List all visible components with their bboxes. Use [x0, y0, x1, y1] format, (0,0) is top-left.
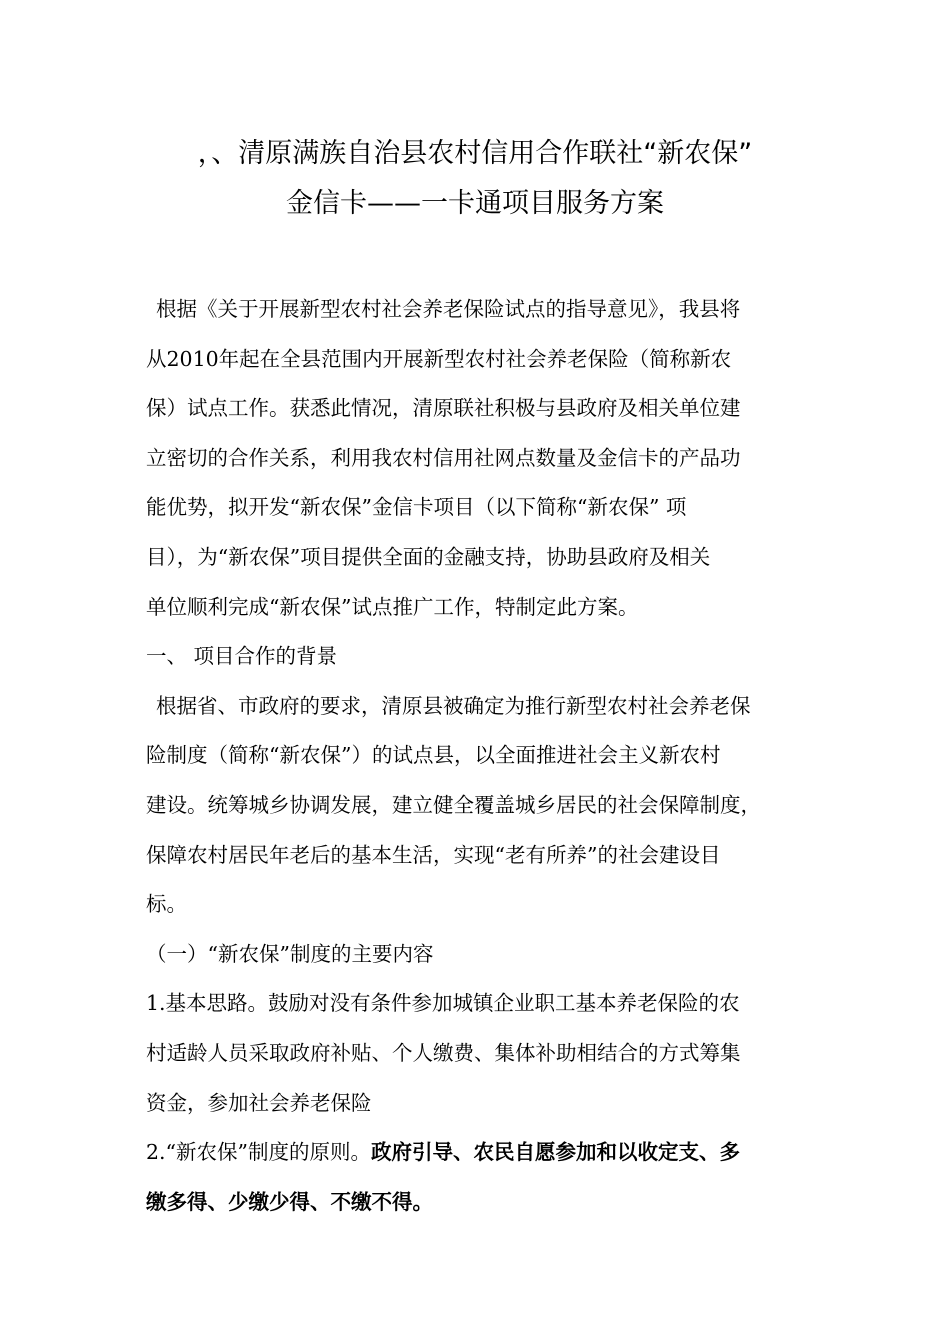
subsection-heading: （一）“新农保”制度的主要内容: [146, 941, 434, 966]
body-line: 保）试点工作。获悉此情况，清原联社积极与县政府及相关单位建: [146, 396, 741, 421]
body-line: 险制度（简称“新农保”）的试点县，以全面推进社会主义新农村: [146, 743, 721, 768]
document-title-line-2: 金信卡——一卡通项目服务方案: [286, 188, 664, 219]
body-line: 立密切的合作关系，利用我农村信用社网点数量及金信卡的产品功: [146, 445, 741, 470]
document-title-line-1: ，、清原满族自治县农村信用合作联社“新农保”: [197, 138, 753, 169]
body-line: 保障农村居民年老后的基本生活，实现“老有所养”的社会建设目: [146, 842, 721, 867]
body-line: 村适龄人员采取政府补贴、个人缴费、集体补助相结合的方式筹集: [146, 1040, 741, 1065]
body-line: 单位顺利完成“新农保”试点推广工作，特制定此方案。: [146, 594, 639, 619]
body-line: 资金，参加社会养老保险: [146, 1090, 372, 1115]
body-line: 根据省、市政府的要求，清原县被确定为推行新型农村社会养老保: [156, 693, 751, 718]
body-line: 根据《关于开展新型农村社会养老保险试点的指导意见》，我县将: [156, 297, 741, 321]
principle-text: 政府引导、农民自愿参加和以收定支、多: [371, 1140, 741, 1165]
body-line: 从2010年起在全县范围内开展新型农村社会养老保险（简称新农: [146, 346, 732, 371]
principle-label: 2.“新农保”制度的原则。: [146, 1140, 372, 1165]
section-heading: 一、 项目合作的背景: [146, 644, 338, 669]
body-line: 缴多得、少缴少得、不缴不得。: [146, 1189, 433, 1214]
body-line: 能优势，拟开发“新农保”金信卡项目（以下简称“新农保” 项: [146, 495, 687, 520]
body-line: 目），为“新农保”项目提供全面的金融支持，协助县政府及相关: [146, 544, 711, 569]
body-line: 建设。统筹城乡协调发展，建立健全覆盖城乡居民的社会保障制度，: [146, 792, 761, 817]
body-line: [146, 1128, 816, 1178]
body-line: 1.基本思路。鼓励对没有条件参加城镇企业职工基本养老保险的农: [146, 991, 740, 1016]
document-body: [146, 285, 816, 1227]
body-line: 标。: [146, 892, 187, 917]
